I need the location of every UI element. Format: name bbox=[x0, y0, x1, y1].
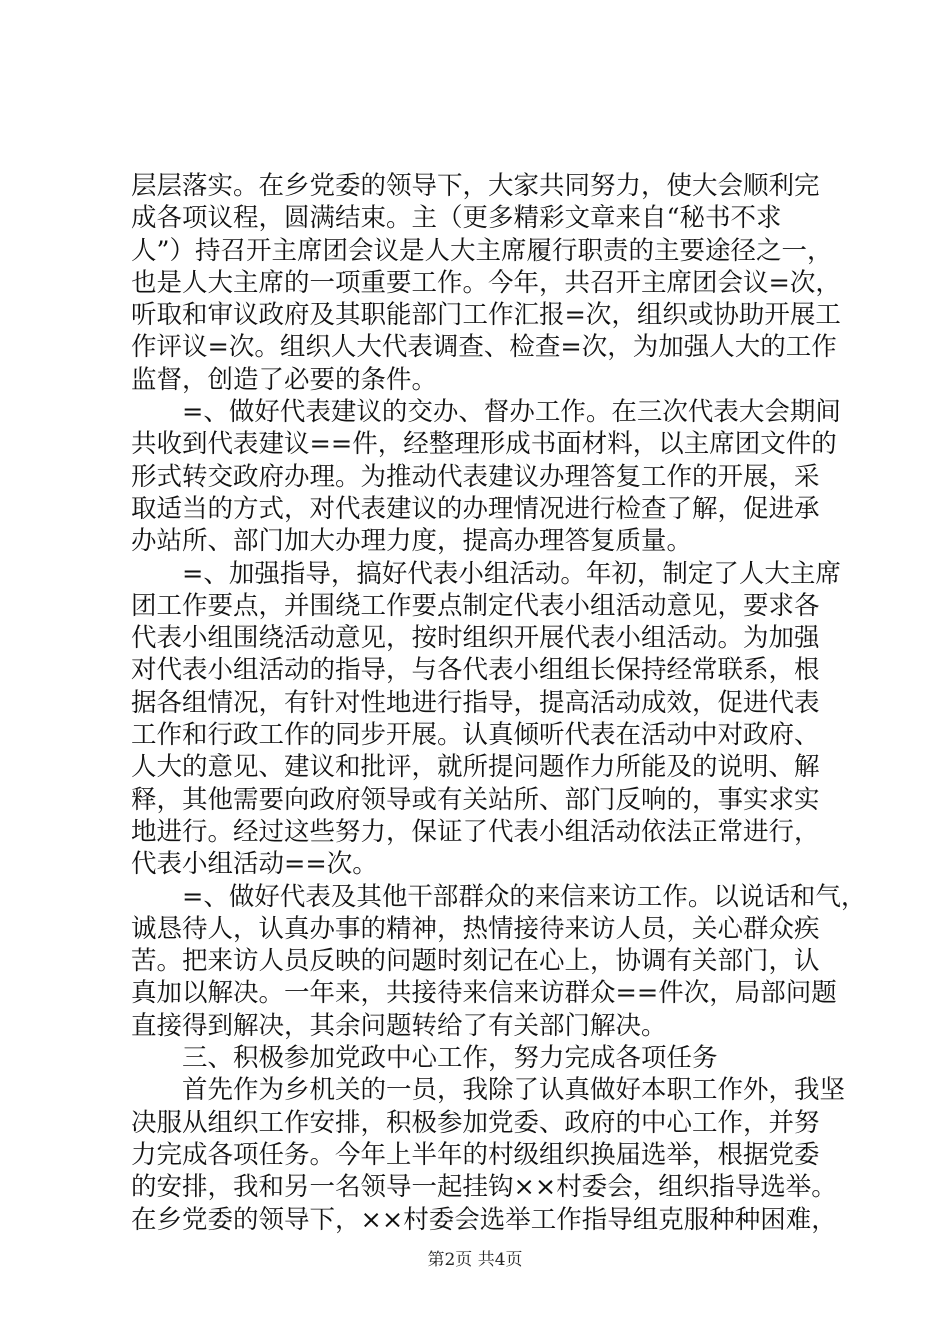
text-line: 也是人大主席的一项重要工作。今年，共召开主席团会议=次， bbox=[131, 267, 841, 298]
text-line: 苦。把来访人员反映的问题时刻记在心上，协调有关部门，认 bbox=[131, 946, 820, 977]
text-line: 力完成各项任务。今年上半年的村级组织换届选举，根据党委 bbox=[131, 1139, 820, 1170]
text-line: 地进行。经过这些努力，保证了代表小组活动依法正常进行， bbox=[131, 816, 820, 847]
paragraph-start-line: =、做好代表建议的交办、督办工作。在三次代表大会期间 bbox=[182, 397, 841, 428]
text-line: 工作和行政工作的同步开展。认真倾听代表在活动中对政府、 bbox=[131, 720, 820, 751]
text-line: 据各组情况，有针对性地进行指导，提高活动成效，促进代表 bbox=[131, 687, 820, 718]
page-footer bbox=[0, 1250, 950, 1270]
section-heading: 三、积极参加党政中心工作，努力完成各项任务 bbox=[182, 1043, 718, 1074]
text-line: 共收到代表建议==件，经整理形成书面材料，以主席团文件的 bbox=[131, 429, 837, 460]
text-line: 直接得到解决，其余问题转给了有关部门解决。 bbox=[131, 1010, 667, 1041]
text-line: 监督，创造了必要的条件。 bbox=[131, 364, 438, 395]
text-line: 听取和审议政府及其职能部门工作汇报=次，组织或协助开展工 bbox=[131, 300, 841, 331]
text-line: 在乡党委的领导下，××村委会选举工作指导组克服种种困难， bbox=[131, 1204, 837, 1235]
page-number: 第2页 共4页 bbox=[427, 1250, 523, 1270]
text-line: 对代表小组活动的指导，与各代表小组组长保持经常联系，根 bbox=[131, 655, 820, 686]
text-line: 成各项议程，圆满结束。主（更多精彩文章来自“秘书不求 bbox=[131, 203, 782, 234]
paragraph-start-line: 首先作为乡机关的一员，我除了认真做好本职工作外，我坚 bbox=[182, 1075, 846, 1106]
text-line: 团工作要点，并围绕工作要点制定代表小组活动意见，要求各 bbox=[131, 590, 820, 621]
text-line: 办站所、部门加大办理力度，提高办理答复质量。 bbox=[131, 526, 693, 557]
text-line: 取适当的方式，对代表建议的办理情况进行检查了解，促进承 bbox=[131, 493, 820, 524]
paragraph-start-line: =、加强指导，搞好代表小组活动。年初，制定了人大主席 bbox=[182, 558, 841, 589]
text-line: 人大的意见、建议和批评，就所提问题作力所能及的说明、解 bbox=[131, 752, 820, 783]
text-line: 代表小组围绕活动意见，按时组织开展代表小组活动。为加强 bbox=[131, 623, 820, 654]
text-line: 人”）持召开主席团会议是人大主席履行职责的主要途径之一， bbox=[131, 235, 833, 266]
text-line: 作评议=次。组织人大代表调查、检查=次，为加强人大的工作 bbox=[131, 332, 837, 363]
text-line: 代表小组活动==次。 bbox=[131, 849, 378, 880]
text-line: 层层落实。在乡党委的领导下，大家共同努力，使大会顺利完 bbox=[131, 171, 820, 201]
text-line: 真加以解决。一年来，共接待来信来访群众==件次，局部问题 bbox=[131, 978, 837, 1009]
text-line: 的安排，我和另一名领导一起挂钩××村委会，组织指导选举。 bbox=[131, 1172, 837, 1203]
paragraph-start-line: =、做好代表及其他干部群众的来信来访工作。以说话和气， bbox=[182, 881, 867, 912]
text-line: 诚恳待人，认真办事的精神，热情接待来访人员，关心群众疾 bbox=[131, 913, 820, 944]
body-text bbox=[131, 170, 867, 1236]
text-line: 形式转交政府办理。为推动代表建议办理答复工作的开展，采 bbox=[131, 461, 820, 492]
text-line: 决服从组织工作安排，积极参加党委、政府的中心工作，并努 bbox=[131, 1107, 820, 1138]
text-line: 释，其他需要向政府领导或有关站所、部门反响的，事实求实 bbox=[131, 784, 820, 815]
